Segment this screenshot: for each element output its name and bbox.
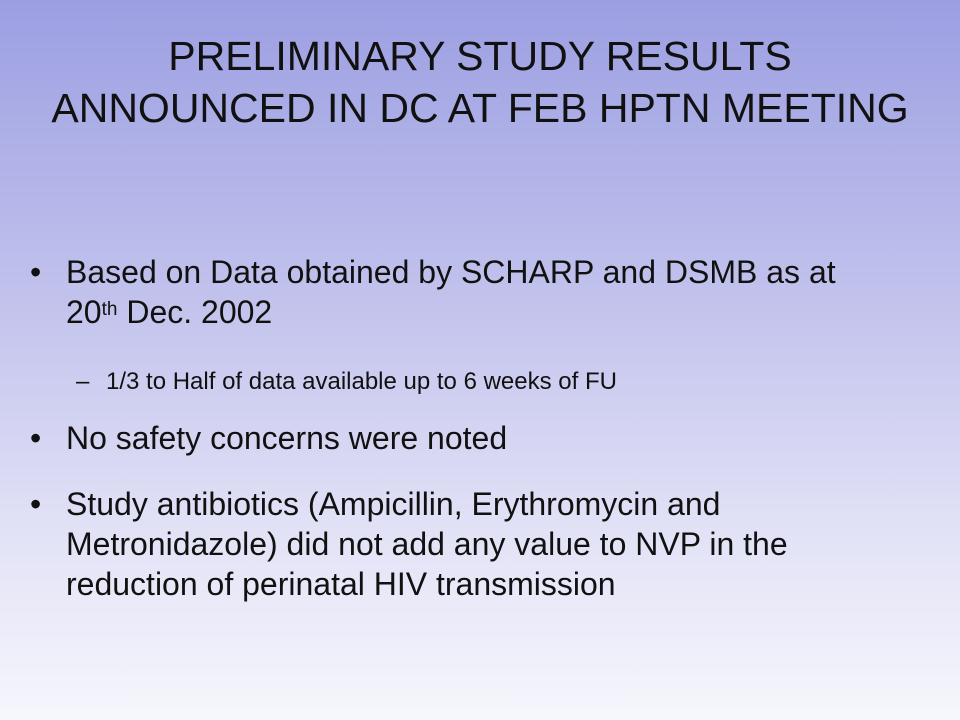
bullet-marker: • [30,420,42,456]
bullet-text [66,252,890,332]
bullet-text: No safety concerns were noted [66,420,508,456]
bullet-item-antibiotics [30,484,890,604]
bullet-text-before: Based on Data obtained by SCHARP and DSMB as at 20 [66,254,836,330]
slide-title: PRELIMINARY STUDY RESULTS ANNOUNCED IN DC AT FEB HPTN MEETING [51,33,909,131]
bullet-marker: • [30,254,42,290]
bullet-text: Study antibiotics (Ampicillin, Erythromycin and Metronidazole) did not add any value to NVP in the reduction of perinatal HIV transmission [66,486,788,602]
bullet-text-after: Dec. 2002 [117,294,273,330]
bullet-item-safety [30,418,890,458]
sub-bullet-item-data-availability [76,366,936,398]
bullet-marker: • [30,486,42,522]
sub-bullet-marker: – [76,368,90,395]
ordinal-superscript: th [101,299,118,320]
sub-bullet-text: 1/3 to Half of data available up to 6 weeks of FU [106,368,617,395]
bullet-item-data-source [30,252,890,332]
